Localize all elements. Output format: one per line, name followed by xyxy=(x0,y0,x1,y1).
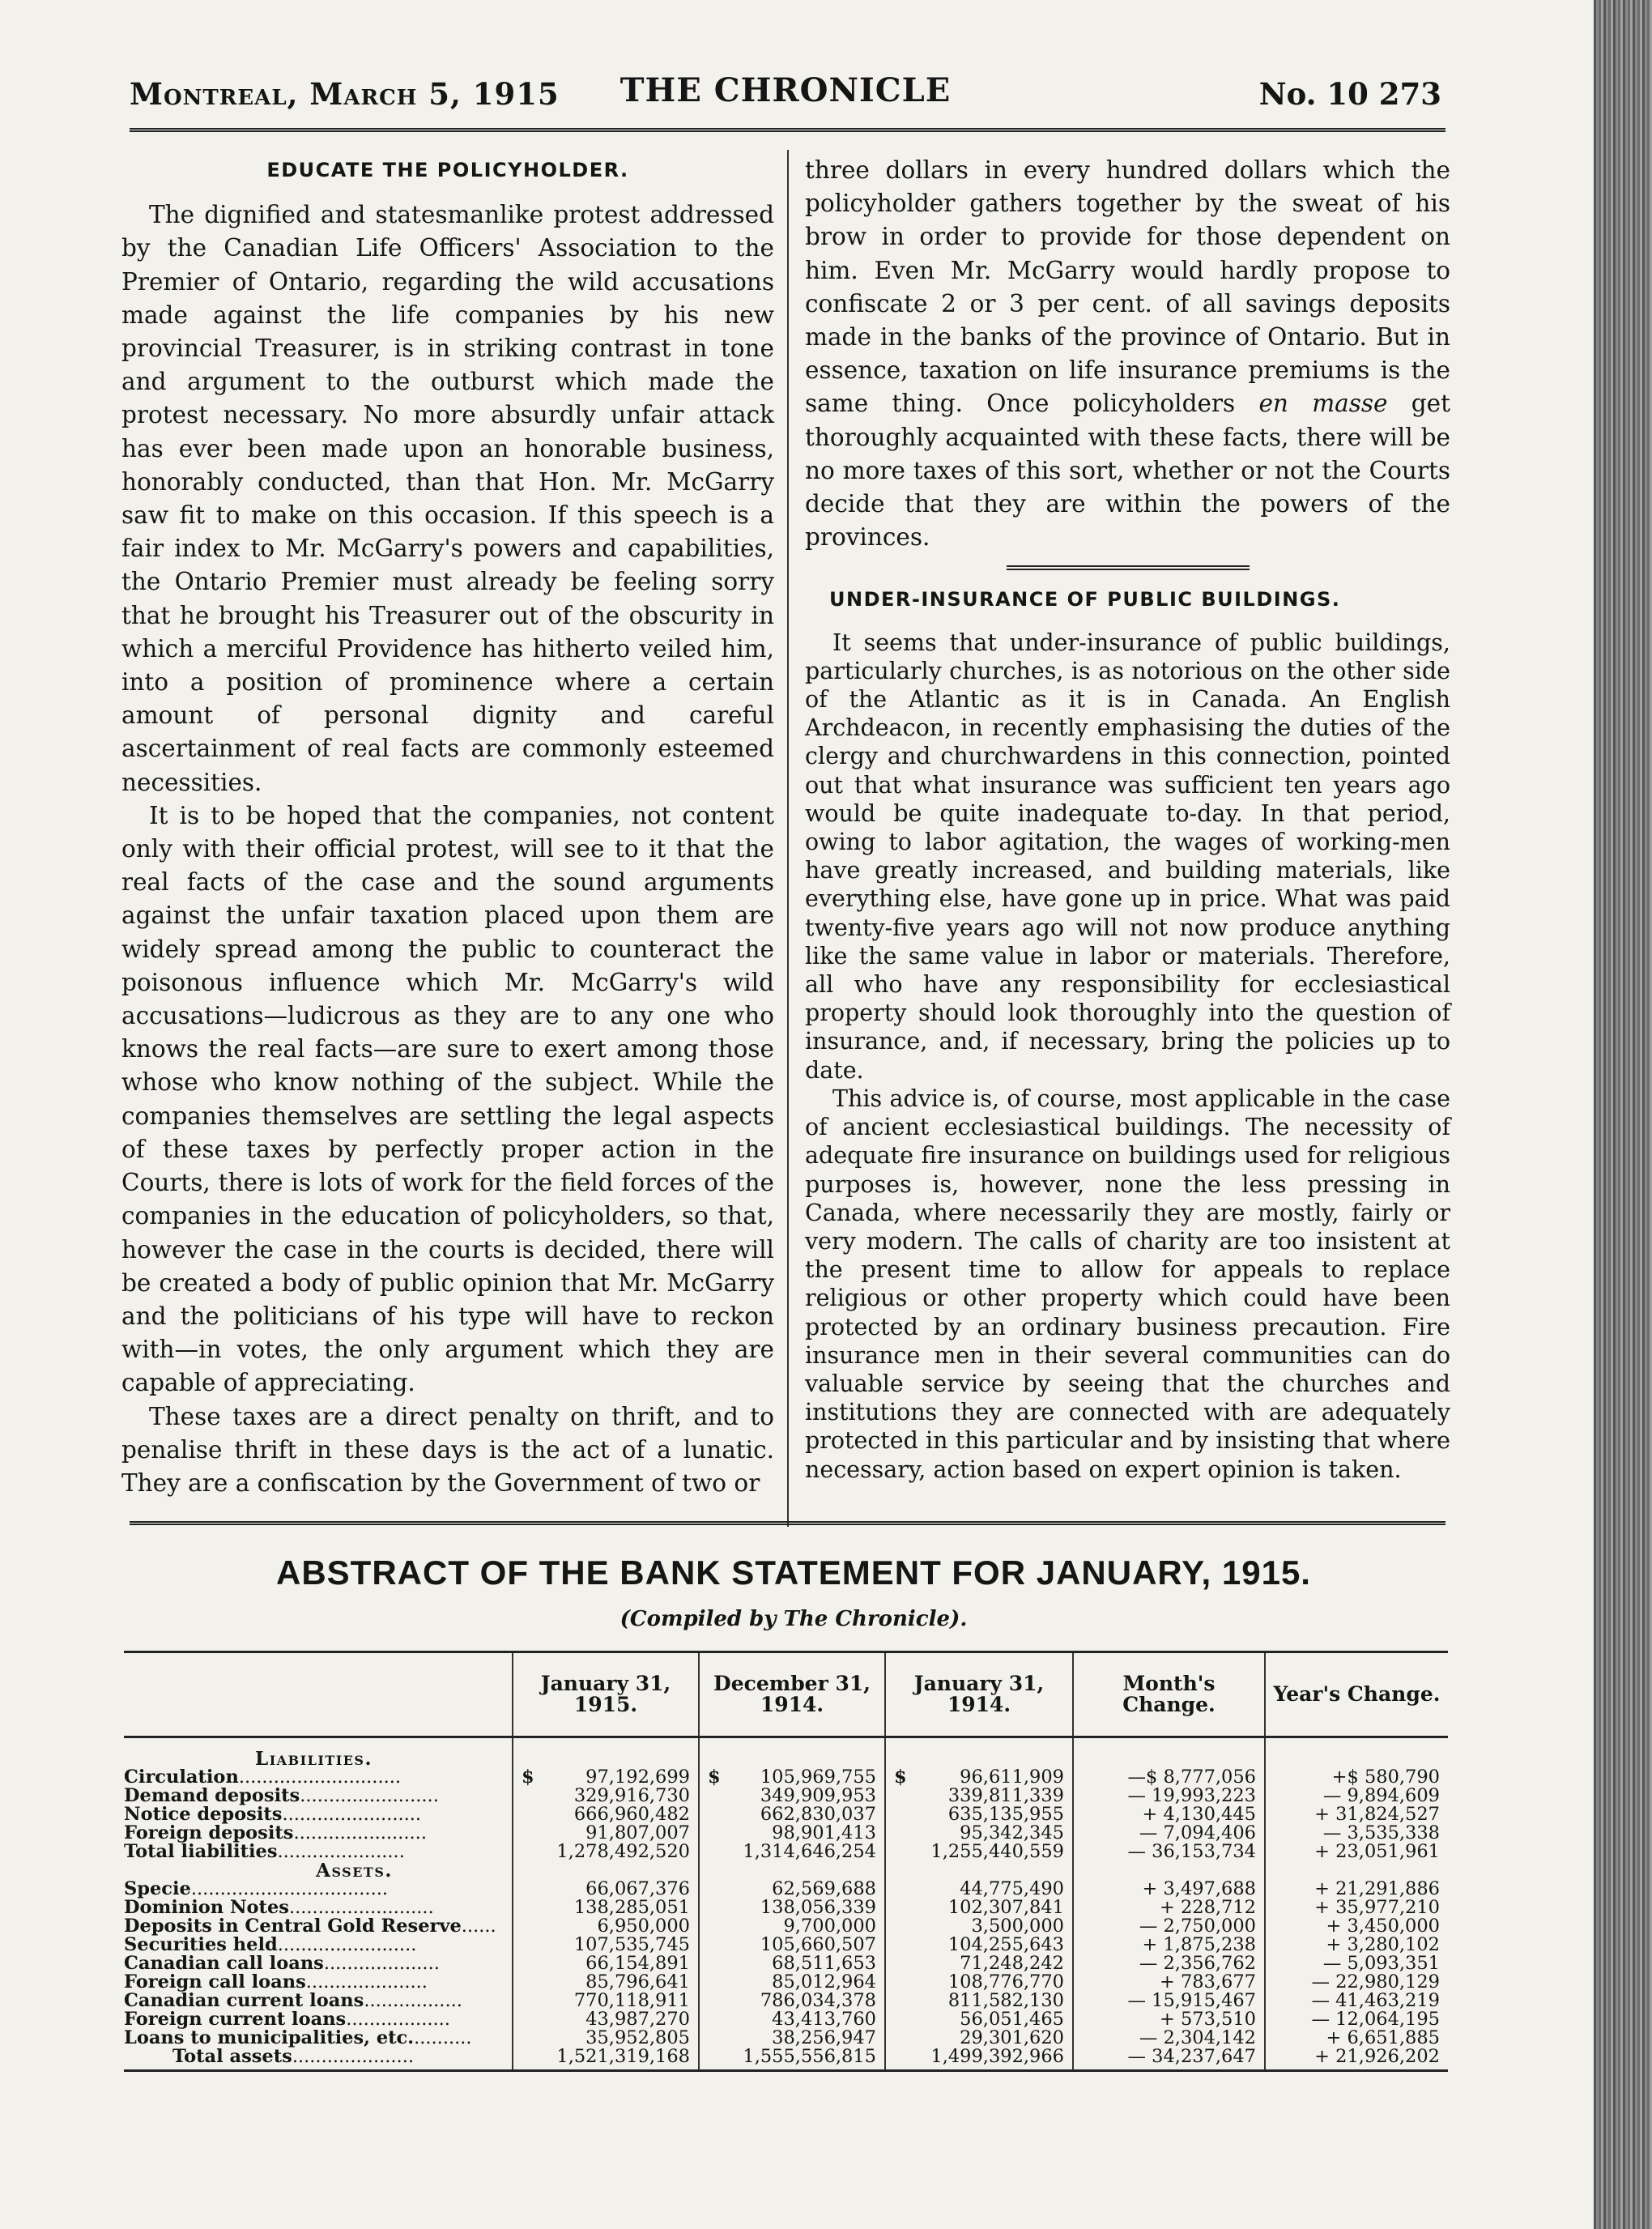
cell-value: 56,051,465 xyxy=(960,2009,1064,2030)
cell-c1 xyxy=(513,1954,699,1973)
cell-year-change xyxy=(1265,1899,1448,1917)
cell-value: + 3,280,102 xyxy=(1326,1934,1440,1955)
cell-value: + 3,450,000 xyxy=(1326,1916,1440,1937)
cell-c3 xyxy=(885,1805,1073,1824)
cell-c1 xyxy=(513,1992,699,2010)
cell-value: — 7,094,406 xyxy=(1139,1822,1256,1843)
column-divider xyxy=(787,150,789,1527)
row-label xyxy=(124,1768,513,1787)
row-label-text: Loans to municipalities, etc. xyxy=(124,2027,415,2048)
cell-value: — 22,980,129 xyxy=(1311,1971,1440,1992)
leader-dots: ........................ xyxy=(300,1785,439,1806)
cell-year-change xyxy=(1265,1787,1448,1805)
cell-value: + 6,651,885 xyxy=(1326,2027,1440,2048)
leader-dots: ........................ xyxy=(277,1934,417,1955)
cell-value: — 12,064,195 xyxy=(1311,2009,1440,2030)
cell-month-change xyxy=(1073,2048,1265,2071)
cell-c1 xyxy=(513,2029,699,2048)
leader-dots: .......... xyxy=(414,2027,472,2048)
continuation-text: three dollars in every hundred dollars which the policyholder gathers together by the sweat of his brow in order to provide for those dependent on him. Even Mr. McGarry would hardly propose to confiscate 2 or 3 per cent. of all savings deposits made in the banks of the province of Ontario. But in essence, taxation on life insurance premiums is the same thing. Once policyholders xyxy=(805,156,1450,418)
cell-value: +$ 580,790 xyxy=(1331,1767,1440,1788)
page-header xyxy=(130,71,1441,117)
cell-month-change xyxy=(1073,1843,1265,1861)
cell-value: 9,700,000 xyxy=(783,1916,876,1937)
cell-c1 xyxy=(513,1936,699,1954)
col-header: January 31, 1915. xyxy=(513,1652,699,1737)
section-label: Assets. xyxy=(316,1860,393,1882)
book-edge xyxy=(1594,0,1652,2229)
cell-c2 xyxy=(699,1824,885,1843)
table-row xyxy=(124,1805,1448,1824)
cell-value: —$ 8,777,056 xyxy=(1127,1767,1256,1788)
cell-value: 43,987,270 xyxy=(585,2009,690,2030)
row-label-text: Notice deposits xyxy=(124,1804,283,1825)
cell-month-change xyxy=(1073,1787,1265,1805)
cell-value: 96,611,909 xyxy=(960,1767,1064,1788)
row-label xyxy=(124,1824,513,1843)
cell-value: 1,255,440,559 xyxy=(930,1841,1064,1862)
row-label xyxy=(124,1992,513,2010)
row-label xyxy=(124,1843,513,1861)
cell-c1 xyxy=(513,1805,699,1824)
header-label-col xyxy=(124,1652,513,1737)
row-label xyxy=(124,1787,513,1805)
cell-c1 xyxy=(513,2048,699,2071)
cell-value: 1,499,392,966 xyxy=(930,2046,1064,2067)
cell-c1 xyxy=(513,1880,699,1899)
cell-value: — 2,304,142 xyxy=(1139,2027,1256,2048)
cell-value: 107,535,745 xyxy=(573,1934,690,1955)
cell-value: + 21,926,202 xyxy=(1314,2046,1440,2067)
table-body xyxy=(124,1737,1448,2071)
cell-c1 xyxy=(513,1973,699,1992)
cell-value: 98,901,413 xyxy=(772,1822,876,1843)
leader-dots: ............................ xyxy=(238,1767,402,1788)
cell-value: — 5,093,351 xyxy=(1322,1953,1440,1974)
cell-value: — 2,356,762 xyxy=(1139,1953,1256,1974)
cell-c3 xyxy=(885,1880,1073,1899)
cell-value: — 3,535,338 xyxy=(1322,1822,1440,1843)
cell-value: — 36,153,734 xyxy=(1127,1841,1256,1862)
table-row xyxy=(124,1787,1448,1805)
cell-value: 1,521,319,168 xyxy=(556,2046,690,2067)
cell-c3 xyxy=(885,1936,1073,1954)
row-label-text: Securities held xyxy=(124,1934,278,1955)
cell-value: 91,807,007 xyxy=(585,1822,690,1843)
cell-c3 xyxy=(885,1992,1073,2010)
cell-c1 xyxy=(513,1917,699,1936)
cell-c2 xyxy=(699,1899,885,1917)
cell-c2 xyxy=(699,1768,885,1787)
cell-c1 xyxy=(513,1843,699,1861)
row-label xyxy=(124,1880,513,1899)
table-row xyxy=(124,1936,1448,1954)
leader-dots: .................... xyxy=(323,1953,440,1974)
table-row xyxy=(124,1843,1448,1861)
cell-value: 329,916,730 xyxy=(573,1785,690,1806)
table-row xyxy=(124,1768,1448,1787)
assets-heading-row xyxy=(124,1861,1448,1880)
cell-value: 339,811,339 xyxy=(947,1785,1064,1806)
cell-c3 xyxy=(885,2048,1073,2071)
continuation-text: get thoroughly acquainted with these facts, there will be no more taxes of this sort, whether or not the Courts decide that they are within the powers of the provinces. xyxy=(805,390,1450,552)
table-row xyxy=(124,1992,1448,2010)
cell-c3 xyxy=(885,1973,1073,1992)
cell-value: + 35,977,210 xyxy=(1314,1897,1440,1918)
cell-c2 xyxy=(699,1954,885,1973)
cell-year-change xyxy=(1265,1992,1448,2010)
cell-month-change xyxy=(1073,1768,1265,1787)
article-title-educate: EDUCATE THE POLICYHOLDER. xyxy=(266,159,629,181)
header-masthead: THE CHRONICLE xyxy=(620,71,952,109)
row-label-text: Demand deposits xyxy=(124,1785,300,1806)
cell-year-change xyxy=(1265,1768,1448,1787)
cell-value: + 228,712 xyxy=(1159,1897,1256,1918)
cell-c3 xyxy=(885,1899,1073,1917)
cell-value: 71,248,242 xyxy=(960,1953,1064,1974)
cell-c3 xyxy=(885,1824,1073,1843)
row-label xyxy=(124,2048,513,2071)
leader-dots: ..................... xyxy=(292,2046,415,2067)
row-label xyxy=(124,1805,513,1824)
cell-value: 108,776,770 xyxy=(947,1971,1064,1992)
leader-dots: ......................... xyxy=(288,1897,434,1918)
cell-year-change xyxy=(1265,1973,1448,1992)
dollar-sign: $ xyxy=(522,1767,534,1788)
cell-c2 xyxy=(699,2048,885,2071)
cell-value: 85,796,641 xyxy=(585,1971,690,1992)
cell-c1 xyxy=(513,1899,699,1917)
cell-value: 770,118,911 xyxy=(573,1990,690,2011)
cell-month-change xyxy=(1073,1917,1265,1936)
paragraph: This advice is, of course, most applicable in the case of ancient ecclesiastical buildings. The necessity of adequate fire insurance on buildings used for religious purposes is, however, none the less pressing in Canada, where necessarily they are mostly, fairly or very modern. The calls of charity are too insistent at the present time to allow for appeals to replace religious or other property which could have been protected by an ordinary business precaution. Fire insurance men in their several communities can do valuable service by seeing that the churches and institutions they are connected with are adequately protected in this particular and by insisting that where necessary, action based on expert opinion is taken. xyxy=(805,1085,1450,1483)
cell-year-change xyxy=(1265,1917,1448,1936)
leader-dots: ....................... xyxy=(293,1822,427,1843)
cell-c3 xyxy=(885,1954,1073,1973)
cell-value: + 23,051,961 xyxy=(1314,1841,1440,1862)
leader-dots: ................. xyxy=(364,1990,462,2011)
table-row xyxy=(124,1973,1448,1992)
paragraph: It is to be hoped that the companies, not content only with their official protest, will see to it that the real facts of the case and the sound arguments against the unfair taxation placed upon them are widely spread among the public to counteract the poisonous influence which Mr. McGarry's wild accusations—ludicrous as they are to any one who knows the real facts—are sure to exert among those whose who know nothing of the subject. While the companies themselves are settling the legal aspects of these taxes by perfectly proper action in the Courts, there is lots of work for the field forces of the companies in the education of policyholders, so that, however the case in the courts is decided, there will be created a body of public opinion that Mr. McGarry and the politicians of his type will have to reckon with—in votes, the only argument which they are capable of appreciating. xyxy=(121,801,774,1397)
cell-month-change xyxy=(1073,2029,1265,2048)
cell-value: 662,830,037 xyxy=(760,1804,876,1825)
cell-value: 68,511,653 xyxy=(772,1953,876,1974)
article-body xyxy=(805,629,1450,1484)
row-label-text: Canadian call loans xyxy=(124,1953,324,1974)
cell-year-change xyxy=(1265,1954,1448,1973)
header-issue-page: No. 10 273 xyxy=(1258,76,1441,112)
row-label-text: Specie xyxy=(124,1878,191,1899)
leader-dots: .................................. xyxy=(190,1878,389,1899)
cell-month-change xyxy=(1073,1936,1265,1954)
cell-value: — 34,237,647 xyxy=(1127,2046,1256,2067)
statement-title: ABSTRACT OF THE BANK STATEMENT FOR JANUARY, 1915. xyxy=(276,1553,1311,1592)
cell-value: — 41,463,219 xyxy=(1311,1990,1440,2011)
col-header: Month's Change. xyxy=(1073,1652,1265,1737)
row-label xyxy=(124,1899,513,1917)
cell-value: 635,135,955 xyxy=(947,1804,1064,1825)
cell-value: 97,192,699 xyxy=(585,1767,690,1788)
leader-dots: ...... xyxy=(461,1916,496,1937)
cell-value: + 783,677 xyxy=(1159,1971,1256,1992)
col-header: December 31, 1914. xyxy=(699,1652,885,1737)
cell-value: — 9,894,609 xyxy=(1322,1785,1440,1806)
cell-year-change xyxy=(1265,2010,1448,2029)
row-label-text: Circulation xyxy=(124,1767,239,1788)
cell-value: 105,660,507 xyxy=(760,1934,876,1955)
cell-month-change xyxy=(1073,1805,1265,1824)
cell-month-change xyxy=(1073,1880,1265,1899)
leader-dots: ..................... xyxy=(305,1971,428,1992)
cell-year-change xyxy=(1265,1805,1448,1824)
cell-value: 66,154,891 xyxy=(585,1953,690,1974)
cell-value: 85,012,964 xyxy=(772,1971,876,1992)
cell-value: 104,255,643 xyxy=(947,1934,1064,1955)
cell-month-change xyxy=(1073,1824,1265,1843)
cell-value: — 2,750,000 xyxy=(1139,1916,1256,1937)
cell-c2 xyxy=(699,1787,885,1805)
cell-c3 xyxy=(885,1787,1073,1805)
row-label xyxy=(124,1917,513,1936)
cell-value: — 19,993,223 xyxy=(1127,1785,1256,1806)
dollar-sign: $ xyxy=(708,1767,721,1788)
cell-c2 xyxy=(699,1917,885,1936)
table-row xyxy=(124,1917,1448,1936)
table-row xyxy=(124,2029,1448,2048)
cell-value: 62,569,688 xyxy=(772,1878,876,1899)
cell-value: 38,256,947 xyxy=(772,2027,876,2048)
cell-c2 xyxy=(699,1805,885,1824)
statement-subtitle: (Compiled by The Chronicle). xyxy=(620,1607,968,1631)
table-row xyxy=(124,2010,1448,2029)
continuation-italic: en masse xyxy=(1258,390,1388,418)
cell-c3 xyxy=(885,2010,1073,2029)
table-row xyxy=(124,1880,1448,1899)
row-label-text: Total assets xyxy=(172,2046,292,2067)
table-row xyxy=(124,1899,1448,1917)
cell-year-change xyxy=(1265,1843,1448,1861)
cell-value: 102,307,841 xyxy=(947,1897,1064,1918)
cell-value: + 31,824,527 xyxy=(1314,1804,1440,1825)
cell-c2 xyxy=(699,1880,885,1899)
bank-statement-table xyxy=(124,1651,1448,2072)
cell-value: 786,034,378 xyxy=(760,1990,876,2011)
cell-month-change xyxy=(1073,1973,1265,1992)
cell-c1 xyxy=(513,1824,699,1843)
leader-dots: .................. xyxy=(346,2009,450,2030)
left-column xyxy=(121,154,774,1500)
row-label-text: Foreign deposits xyxy=(124,1822,294,1843)
cell-c1 xyxy=(513,2010,699,2029)
row-label xyxy=(124,2010,513,2029)
row-label xyxy=(124,2029,513,2048)
cell-value: 105,969,755 xyxy=(760,1767,876,1788)
cell-year-change xyxy=(1265,2029,1448,2048)
paragraph: It seems that under-insurance of public buildings, particularly churches, is as notorious on the other side of the Atlantic as it is in Canada. An English Archdeacon, in recently emphasising the duties of the clergy and churchwardens in this connection, pointed out that what insurance was sufficient ten years ago would be quite inadequate to-day. In that period, owing to labor agitation, the wages of working-men have greatly increased, and building materials, like everything else, have gone up in price. What was paid twenty-five years ago will not now produce anything like the same value in labor or materials. Therefore, all who have any responsibility for ecclesiastical property should look thoroughly into the question of insurance, and, if necessary, bring the policies up to date. xyxy=(805,629,1450,1084)
cell-year-change xyxy=(1265,2048,1448,2071)
header-rule xyxy=(130,128,1446,134)
cell-c1 xyxy=(513,1787,699,1805)
cell-c3 xyxy=(885,1843,1073,1861)
row-label xyxy=(124,1936,513,1954)
paragraph: These taxes are a direct penalty on thrift, and to penalise thrift in these days is the act of a lunatic. They are a confiscation by the Government of two or xyxy=(121,1402,774,1497)
paragraph-continuation xyxy=(805,154,1450,554)
cell-value: 6,950,000 xyxy=(597,1916,690,1937)
cell-value: 29,301,620 xyxy=(960,2027,1064,2048)
cell-value: 1,555,556,815 xyxy=(743,2046,876,2067)
row-label-text: Foreign call loans xyxy=(124,1971,306,1992)
col-header: Year's Change. xyxy=(1265,1652,1448,1737)
cell-c3 xyxy=(885,1917,1073,1936)
cell-c3 xyxy=(885,2029,1073,2048)
row-label-text: Canadian current loans xyxy=(124,1990,364,2011)
cell-value: 66,067,376 xyxy=(585,1878,690,1899)
cell-c2 xyxy=(699,1973,885,1992)
cell-c2 xyxy=(699,1843,885,1861)
cell-month-change xyxy=(1073,1992,1265,2010)
table-header-row xyxy=(124,1652,1448,1737)
cell-c3 xyxy=(885,1768,1073,1787)
cell-value: + 21,291,886 xyxy=(1314,1878,1440,1899)
cell-value: 95,342,345 xyxy=(960,1822,1064,1843)
cell-year-change xyxy=(1265,1880,1448,1899)
cell-c1 xyxy=(513,1768,699,1787)
cell-value: 138,056,339 xyxy=(760,1897,876,1918)
cell-value: 138,285,051 xyxy=(573,1897,690,1918)
col-header: January 31, 1914. xyxy=(885,1652,1073,1737)
cell-value: 349,909,953 xyxy=(760,1785,876,1806)
cell-month-change xyxy=(1073,1899,1265,1917)
header-date: Montreal, March 5, 1915 xyxy=(130,76,560,112)
cell-value: 1,278,492,520 xyxy=(556,1841,690,1862)
row-label-text: Dominion Notes xyxy=(124,1897,289,1918)
cell-value: 44,775,490 xyxy=(960,1878,1064,1899)
paragraph: The dignified and statesmanlike protest addressed by the Canadian Life Officers' Association to the Premier of Ontario, regarding the wild accusations made against the life companies by his new provincial Treasurer, is in striking contrast in tone and argument to the outburst which made the protest necessary. No more absurdly unfair attack has ever been made upon an honorable business, honorably conducted, than that Hon. Mr. McGarry saw fit to make on this occasion. If this speech is a fair index to Mr. McGarry's powers and capabilities, the Ontario Premier must already be feeling sorry that he brought his Treasurer out of the obscurity in which a merciful Providence has hitherto veiled him, into a position of prominence where a certain amount of personal dignity and careful ascertainment of real facts are commonly esteemed necessities. xyxy=(121,201,774,796)
section-label: Liabilities. xyxy=(255,1748,373,1770)
cell-value: + 3,497,688 xyxy=(1142,1878,1256,1899)
cell-month-change xyxy=(1073,1954,1265,1973)
leader-dots: ...................... xyxy=(277,1841,405,1862)
cell-year-change xyxy=(1265,1824,1448,1843)
table-row xyxy=(124,2048,1448,2071)
table-row xyxy=(124,1954,1448,1973)
cell-value: 1,314,646,254 xyxy=(743,1841,876,1862)
cell-c2 xyxy=(699,1992,885,2010)
cell-c2 xyxy=(699,1936,885,1954)
liabilities-heading-row xyxy=(124,1737,1448,1769)
row-label xyxy=(124,1954,513,1973)
cell-value: + 4,130,445 xyxy=(1142,1804,1256,1825)
row-label-text: Total liabilities xyxy=(124,1841,278,1862)
cell-value: 3,500,000 xyxy=(971,1916,1064,1937)
cell-c2 xyxy=(699,2029,885,2048)
dollar-sign: $ xyxy=(894,1767,907,1788)
cell-value: 35,952,805 xyxy=(585,2027,690,2048)
cell-value: 43,413,760 xyxy=(772,2009,876,2030)
cell-value: 666,960,482 xyxy=(573,1804,690,1825)
right-column xyxy=(805,154,1450,1484)
cell-year-change xyxy=(1265,1936,1448,1954)
section-rule-wide xyxy=(130,1521,1446,1528)
row-label-text: Foreign current loans xyxy=(124,2009,347,2030)
article-title-underinsurance: UNDER-INSURANCE OF PUBLIC BUILDINGS. xyxy=(829,588,1341,612)
leader-dots: ........................ xyxy=(282,1804,422,1825)
cell-month-change xyxy=(1073,2010,1265,2029)
cell-value: 811,582,130 xyxy=(947,1990,1064,2011)
table-row xyxy=(124,1824,1448,1843)
cell-value: + 573,510 xyxy=(1159,2009,1256,2030)
section-rule xyxy=(1007,565,1250,572)
cell-value: + 1,875,238 xyxy=(1142,1934,1256,1955)
row-label-text: Deposits in Central Gold Reserve xyxy=(124,1916,462,1937)
cell-value: — 15,915,467 xyxy=(1127,1990,1256,2011)
cell-c2 xyxy=(699,2010,885,2029)
row-label xyxy=(124,1973,513,1992)
